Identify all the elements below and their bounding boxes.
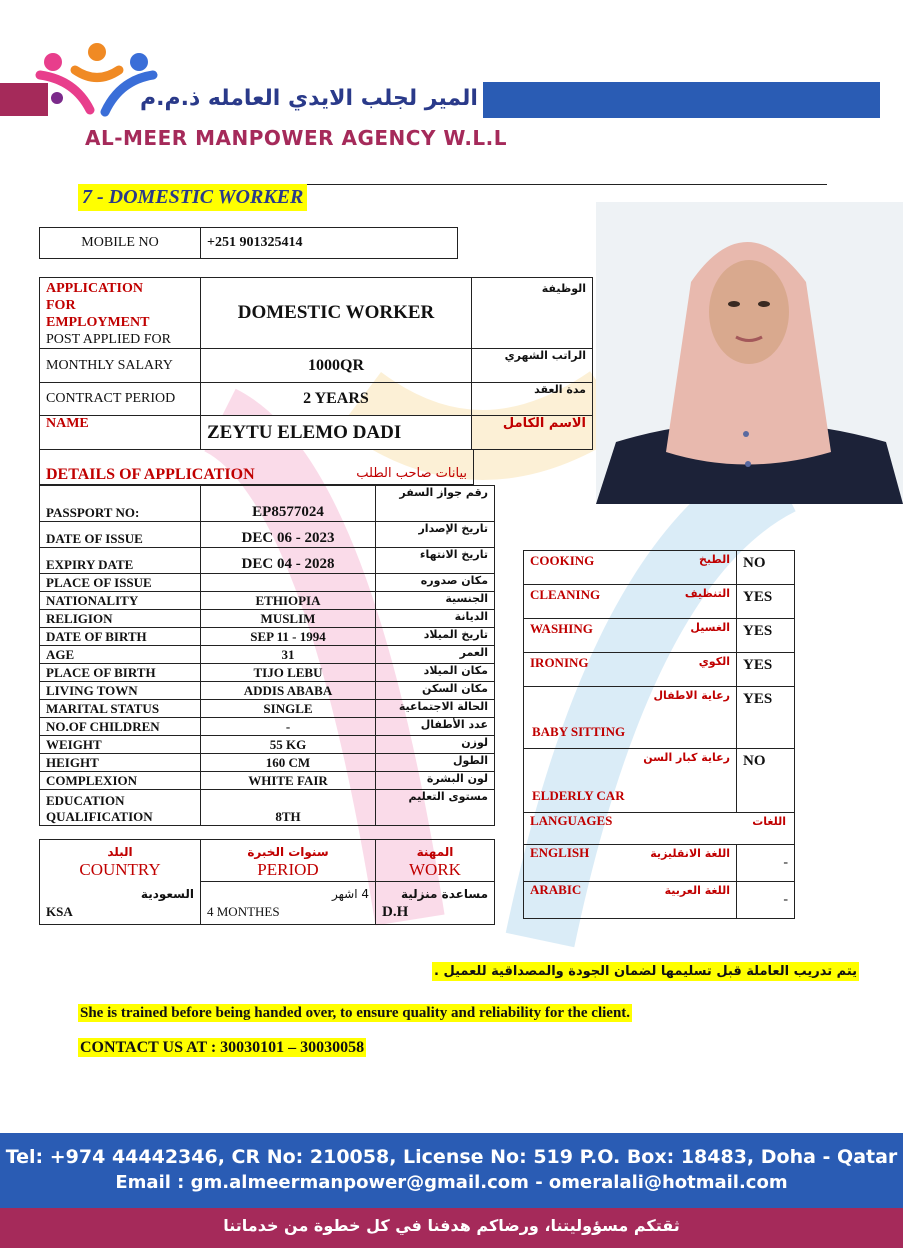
language-row [524,845,795,882]
detail-label: LIVING TOWN [40,682,201,700]
footer-phone-line: Tel: +974 44442346, CR No: 210058, License No: 519 P.O. Box: 18483, Doha - Qatar [5,1146,898,1168]
languages-header-row [524,813,795,845]
detail-label-arabic: لوزن [376,736,495,754]
skill-value: YES [737,619,795,653]
language-value: - [737,882,795,919]
skill-value: YES [737,653,795,687]
footer-contact-bar [0,1133,903,1208]
detail-row [40,592,495,610]
contract-label: CONTRACT PERIOD [40,383,201,416]
skill-value: NO [737,749,795,813]
contract-value: 2 YEARS [201,383,472,416]
detail-label-arabic: عدد الأطفال [376,718,495,736]
skill-label: IRONING [530,655,589,670]
work-header-english: WORK [409,859,461,879]
footer-slogan: ثقتكم مسؤوليتنا، ورضاكم هدفنا في كل خطوة من خدماتنا [223,1216,680,1235]
language-cell [524,882,737,919]
skill-row [524,585,795,619]
detail-row [40,736,495,754]
detail-row [40,754,495,772]
skill-label-arabic: الغسيل [690,621,730,634]
experience-table [39,839,495,925]
mobile-value: +251 901325414 [201,228,458,259]
experience-work: D.H [382,904,409,920]
note-english-wrap [78,1004,632,1022]
name-label: NAME [40,416,201,450]
skill-label-arabic: التنظيف [684,587,730,600]
detail-row [40,790,495,826]
language-row [524,882,795,919]
salary-label: MONTHLY SALARY [40,349,201,383]
skill-row [524,619,795,653]
language-cell [524,845,737,882]
detail-label: WEIGHT [40,736,201,754]
application-heading: APPLICATION FOR EMPLOYMENT [46,281,150,330]
detail-row [40,682,495,700]
detail-label: AGE [40,646,201,664]
contact-wrap [78,1039,366,1057]
detail-label: MARITAL STATUS [40,700,201,718]
detail-label: DATE OF BIRTH [40,628,201,646]
detail-label: NO.OF CHILDREN [40,718,201,736]
skill-value: YES [737,585,795,619]
skill-row [524,653,795,687]
languages-label-arabic: اللغات [752,815,786,828]
skill-label: CLEANING [530,587,601,602]
company-name-english: AL-MEER MANPOWER AGENCY W.L.L [85,126,508,150]
detail-value: MUSLIM [201,610,376,628]
language-label-arabic: اللغة العربية [664,884,730,897]
detail-value: SINGLE [201,700,376,718]
detail-value: 160 CM [201,754,376,772]
period-header-english: PERIOD [257,859,319,879]
period-header [201,840,376,882]
skill-cell [524,687,737,749]
skill-cell [524,585,737,619]
experience-country-cell [40,882,201,925]
language-label-arabic: اللغة الانقليزية [650,847,730,860]
detail-label: DATE OF ISSUE [40,522,201,548]
detail-row [40,574,495,592]
detail-value [201,574,376,592]
title-rule [300,184,827,185]
skill-row [524,551,795,585]
note-arabic: يتم تدريب العاملة قبل تسليمها لضمان الجودة والمصداقية للعميل . [434,964,858,979]
experience-country-arabic: السعودية [140,886,194,901]
detail-label: NATIONALITY [40,592,201,610]
detail-label-arabic: العمر [376,646,495,664]
period-header-arabic: سنوات الخبرة [247,844,329,859]
experience-work-cell [376,882,495,925]
detail-row [40,700,495,718]
experience-period: 4 MONTHES [207,904,280,919]
details-heading-cell [40,449,474,485]
company-name-arabic: المير لجلب الايدي العامله ذ.م.م [140,86,478,111]
detail-label: PASSPORT NO: [40,486,201,522]
languages-header-cell [524,813,795,845]
name-label-arabic: الاسم الكامل [472,416,593,450]
mobile-label: MOBILE NO [40,228,201,259]
details-heading-arabic: بيانات صاحب الطلب [356,466,467,481]
detail-label-arabic: مستوى التعليم [376,790,495,826]
application-heading-cell [40,278,201,349]
experience-period-cell [201,882,376,925]
detail-label-arabic: تاريخ الإصدار [376,522,495,548]
detail-value: WHITE FAIR [201,772,376,790]
detail-value: 55 KG [201,736,376,754]
detail-label: PLACE OF ISSUE [40,574,201,592]
detail-value: 8TH [201,790,376,826]
skill-label: WASHING [530,621,593,636]
post-value: DOMESTIC WORKER [201,278,472,349]
detail-label: EDUCATION QUALIFICATION [40,790,201,826]
detail-row [40,548,495,574]
skill-label: COOKING [530,553,595,568]
experience-work-arabic: مساعدة منزلية [400,887,488,901]
experience-country: KSA [46,903,73,919]
detail-row [40,664,495,682]
detail-row [40,522,495,548]
detail-label-arabic: الحالة الاجتماعية [376,700,495,718]
note-english: She is trained before being handed over, to ensure quality and reliability for the client. [80,1005,631,1021]
detail-value: TIJO LEBU [201,664,376,682]
detail-label-arabic: مكان السكن [376,682,495,700]
languages-label: LANGUAGES [530,813,613,828]
detail-label: RELIGION [40,610,201,628]
detail-value: 31 [201,646,376,664]
mobile-table [39,227,458,259]
detail-value: EP8577024 [201,486,376,522]
detail-label-arabic: مكان الميلاد [376,664,495,682]
country-header [40,840,201,882]
skill-label-arabic: رعاية كبار السن [643,751,730,764]
detail-row [40,628,495,646]
language-value: - [737,845,795,882]
detail-value: DEC 04 - 2028 [201,548,376,574]
application-table [39,277,593,450]
work-header [376,840,495,882]
detail-value: DEC 06 - 2023 [201,522,376,548]
skill-cell [524,653,737,687]
skill-label-arabic: رعاية الاطفال [653,689,730,702]
detail-value: ADDIS ABABA [201,682,376,700]
detail-value: - [201,718,376,736]
detail-value: ETHIOPIA [201,592,376,610]
salary-label-arabic: الراتب الشهري [472,349,593,383]
detail-label-arabic: لون البشرة [376,772,495,790]
name-value: ZEYTU ELEMO DADI [201,416,472,450]
detail-label: PLACE OF BIRTH [40,664,201,682]
post-applied-label: POST APPLIED FOR [46,332,172,347]
detail-value: SEP 11 - 1994 [201,628,376,646]
salary-value: 1000QR [201,349,472,383]
country-header-arabic: البلد [107,844,133,859]
detail-label: EXPIRY DATE [40,548,201,574]
detail-label: COMPLEXION [40,772,201,790]
skill-cell [524,749,737,813]
detail-label-arabic: الطول [376,754,495,772]
language-label: ARABIC [530,882,582,897]
skill-row [524,749,795,813]
country-header-english: COUNTRY [79,859,161,879]
page-title: 7 - DOMESTIC WORKER [78,184,307,211]
skill-label: ELDERLY CAR [532,788,625,803]
skill-value: YES [737,687,795,749]
detail-label: HEIGHT [40,754,201,772]
skill-cell [524,619,737,653]
detail-label-arabic: مكان صدوره [376,574,495,592]
skill-label-arabic: الطبخ [698,553,730,566]
details-heading: DETAILS OF APPLICATION [46,466,255,483]
footer-email-line: Email : gm.almeermanpower@gmail.com - omeralali@hotmail.com [115,1172,788,1193]
experience-period-arabic: 4 اشهر [332,887,369,901]
detail-label-arabic: رقم جواز السفر [376,486,495,522]
detail-label-arabic: تاريخ الانتهاء [376,548,495,574]
skill-cell [524,551,737,585]
detail-label-arabic: الديانة [376,610,495,628]
detail-row [40,610,495,628]
contact-numbers: CONTACT US AT : 30030101 – 30030058 [80,1039,365,1056]
details-table [39,485,495,826]
skill-row [524,687,795,749]
detail-row [40,772,495,790]
note-arabic-wrap [432,962,859,980]
skill-label: BABY SITTING [532,724,626,739]
contract-label-arabic: مدة العقد [472,383,593,416]
detail-row [40,646,495,664]
detail-label-arabic: الجنسية [376,592,495,610]
skills-table [523,550,795,919]
applicant-photo [596,202,903,504]
header-right-bar [483,82,880,118]
language-label: ENGLISH [530,845,590,860]
detail-row [40,718,495,736]
details-heading-table [39,449,474,485]
skill-value: NO [737,551,795,585]
post-label-arabic: الوظيفة [472,278,593,349]
detail-row [40,486,495,522]
skill-label-arabic: الكوي [698,655,730,668]
detail-label-arabic: تاريخ الميلاد [376,628,495,646]
work-header-arabic: المهنة [416,844,454,859]
